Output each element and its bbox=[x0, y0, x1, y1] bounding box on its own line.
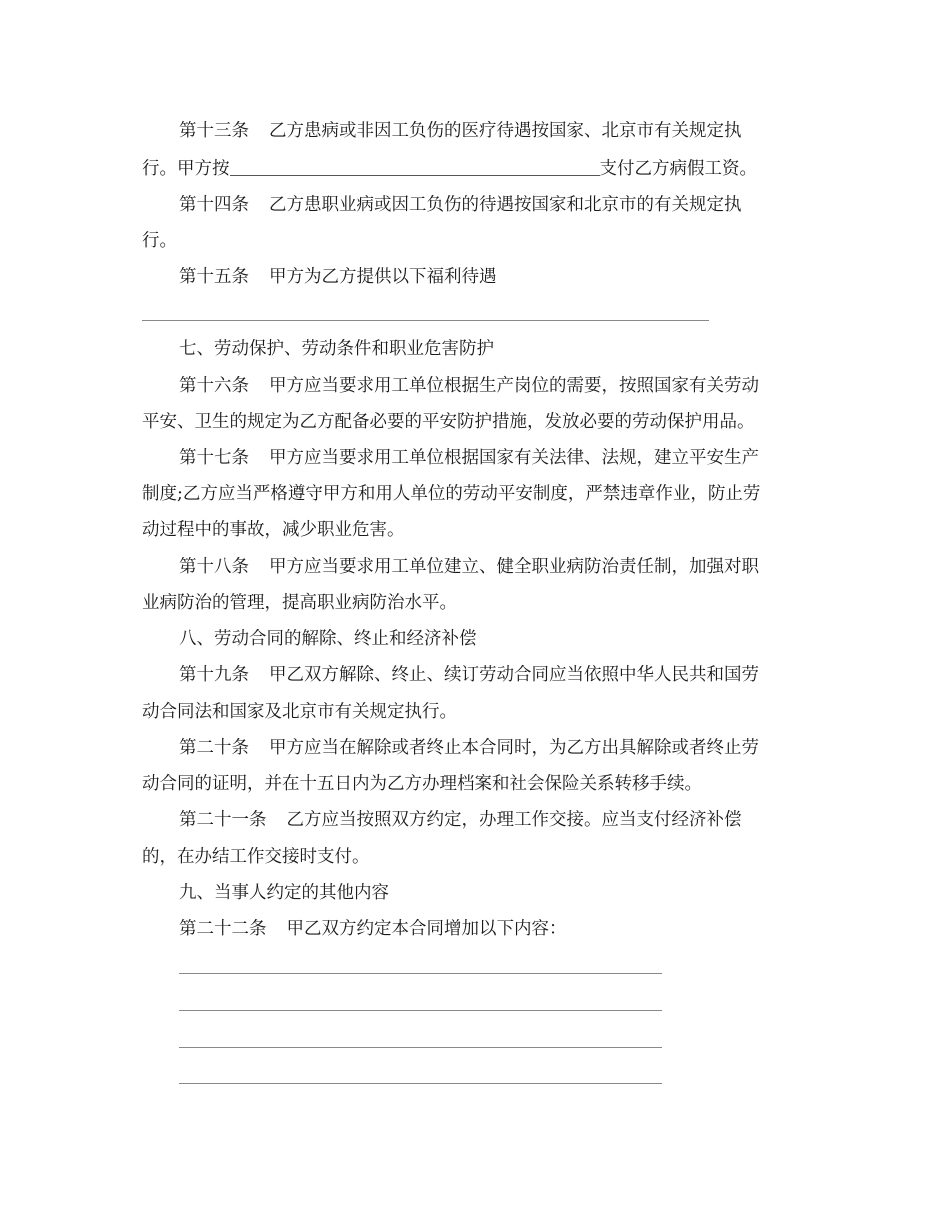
article-13-line-1: 第十三条 乙方患病或非因工负伤的医疗待遇按国家、北京市有关规定执 bbox=[179, 121, 742, 141]
additional-terms-blank-line bbox=[179, 1010, 662, 1011]
article-19-line-2: 动合同法和国家及北京市有关规定执行。 bbox=[142, 702, 457, 722]
section-9-heading: 九、当事人约定的其他内容 bbox=[179, 883, 389, 903]
article-17-line-1: 第十七条 甲方应当要求用工单位根据国家有关法律、法规，建立平安生产 bbox=[179, 448, 759, 468]
article-19-number: 第十九条 bbox=[179, 665, 249, 685]
article-21-line-1: 第二十一条 乙方应当按照双方约定，办理工作交接。应当支付经济补偿 bbox=[179, 810, 742, 830]
article-20-line-1: 第二十条 甲方应当在解除或者终止本合同时，为乙方出具解除或者终止劳 bbox=[179, 738, 759, 758]
additional-terms-blank-line bbox=[179, 1083, 662, 1084]
article-16-number: 第十六条 bbox=[179, 376, 249, 396]
article-14-line-2: 行。 bbox=[142, 231, 177, 251]
article-16-line-2: 平安、卫生的规定为乙方配备必要的平安防护措施，发放必要的劳动保护用品。 bbox=[142, 412, 755, 432]
additional-terms-blank-line bbox=[179, 973, 662, 974]
sick-pay-blank bbox=[230, 157, 600, 176]
additional-terms-blank-line bbox=[179, 1047, 662, 1048]
article-17-line-2: 制度;乙方应当严格遵守甲方和用人单位的劳动平安制度，严禁违章作业，防止劳 bbox=[142, 484, 761, 504]
section-7-heading: 七、劳动保护、劳动条件和职业危害防护 bbox=[179, 339, 494, 359]
article-22-line-1: 第二十二条 甲乙双方约定本合同增加以下内容： bbox=[179, 919, 567, 939]
article-18-line-1: 第十八条 甲方应当要求用工单位建立、健全职业病防治责任制，加强对职 bbox=[179, 557, 759, 577]
article-21-number: 第二十一条 bbox=[179, 810, 267, 830]
article-22-number: 第二十二条 bbox=[179, 919, 267, 939]
article-14-number: 第十四条 bbox=[179, 195, 249, 215]
article-17-line-3: 动过程中的事故，减少职业危害。 bbox=[142, 520, 405, 540]
article-15-number: 第十五条 bbox=[179, 267, 249, 287]
article-21-line-2: 的，在办结工作交接时支付。 bbox=[142, 847, 370, 867]
section-8-heading: 八、劳动合同的解除、终止和经济补偿 bbox=[179, 629, 477, 649]
article-19-line-1: 第十九条 甲乙双方解除、终止、续订劳动合同应当依照中华人民共和国劳 bbox=[179, 665, 759, 685]
article-18-number: 第十八条 bbox=[179, 557, 249, 577]
article-14-line-1: 第十四条 乙方患职业病或因工负伤的待遇按国家和北京市的有关规定执 bbox=[179, 195, 742, 215]
article-13-number: 第十三条 bbox=[179, 121, 249, 141]
article-17-number: 第十七条 bbox=[179, 448, 249, 468]
article-16-line-1: 第十六条 甲方应当要求用工单位根据生产岗位的需要，按照国家有关劳动 bbox=[179, 376, 759, 396]
article-20-line-2: 动合同的证明，并在十五日内为乙方办理档案和社会保险关系转移手续。 bbox=[142, 774, 702, 794]
benefits-blank-line bbox=[142, 320, 709, 321]
article-13-line-2: 行。甲方按 支付乙方病假工资。 bbox=[142, 159, 757, 179]
article-15-line-1: 第十五条 甲方为乙方提供以下福利待遇 bbox=[179, 267, 497, 287]
article-20-number: 第二十条 bbox=[179, 738, 249, 758]
article-18-line-2: 业病防治的管理，提高职业病防治水平。 bbox=[142, 593, 457, 613]
